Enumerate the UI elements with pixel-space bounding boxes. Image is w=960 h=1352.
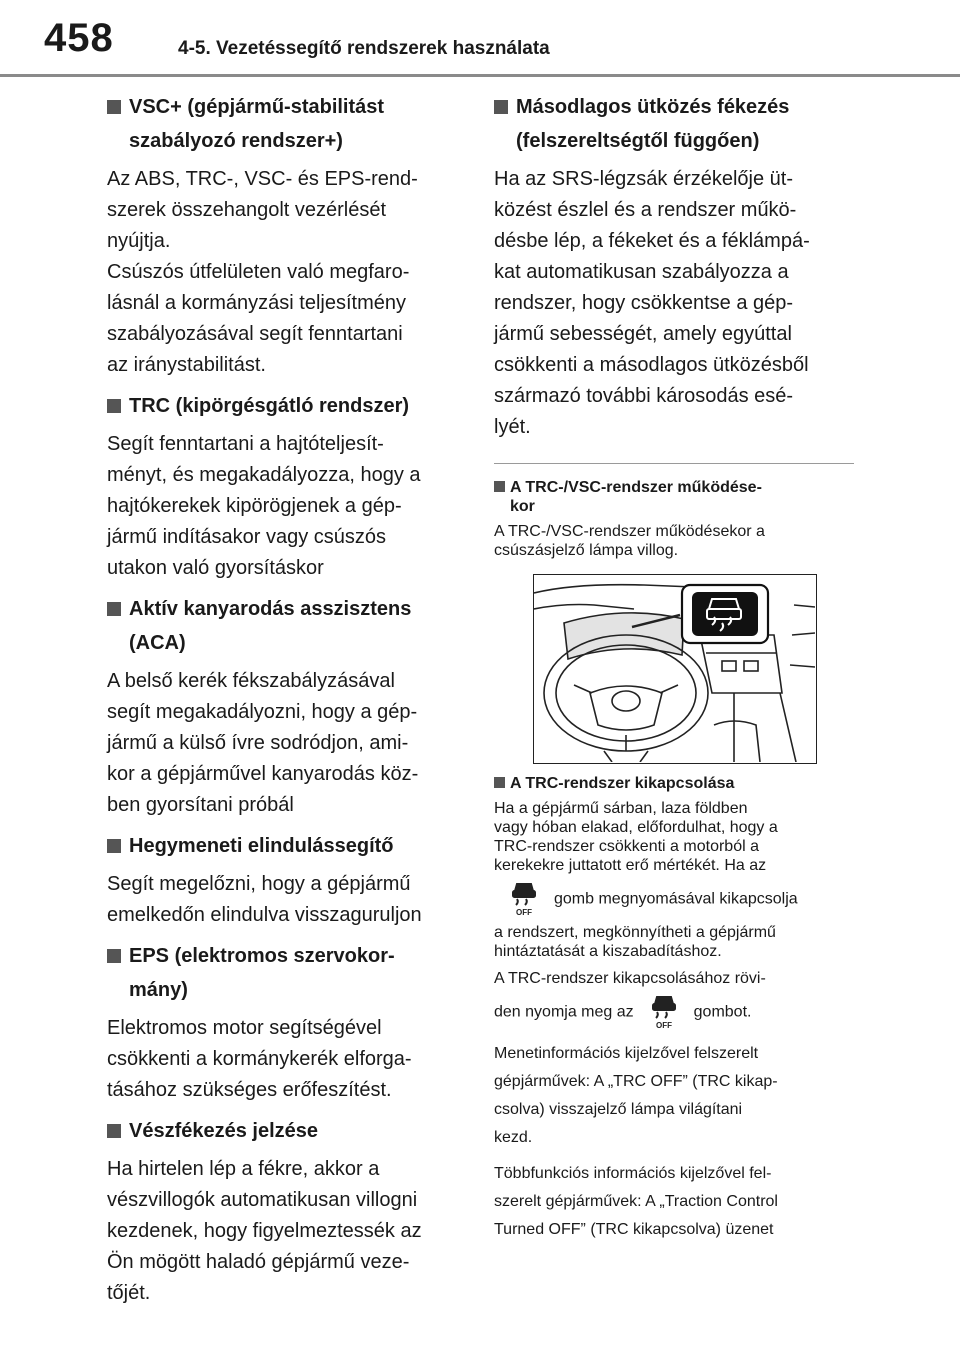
page-number: 458 [44, 16, 114, 60]
section-heading [107, 90, 457, 158]
square-bullet-icon [107, 602, 121, 616]
heading-text: TRC (kipörgésgátló rendszer) [129, 395, 410, 417]
trc-off-icon [646, 994, 682, 1030]
square-bullet-icon [107, 949, 121, 963]
icon-line-text: gomb megnyomásával kikapcsolja [554, 890, 798, 908]
section-secondary-collision [494, 90, 854, 443]
section-divider [494, 463, 854, 464]
subsection-body: Ha a gépjármű sárban, laza földben vagy hóban elakad, előfordulhat, hogy a TRC-rendszer csökkenti a motorból a kerekekre juttatott erő mértékét. Ha az [494, 800, 778, 874]
section-trc [107, 389, 457, 584]
subsection-body: Többfunkciós információs kijelzővel fel- szerelt gépjárművek: A „Traction Control Turned OFF” (TRC kikapcsolva) üzenet [494, 1165, 778, 1238]
heading-text: Másodlagos ütközés fékezés (felszereltségtől függően) [516, 96, 790, 152]
heading-text: A TRC-rendszer kikapcsolása [510, 775, 735, 792]
chapter-title: 4-5. Vezetéssegítő rendszerek használata [178, 38, 550, 59]
left-column [107, 86, 457, 1317]
heading-text: VSC+ (gépjármű-stabilitást szabályozó rendszer+) [129, 96, 385, 152]
svg-text:OFF: OFF [655, 1021, 672, 1030]
section-aca [107, 592, 457, 821]
section-body: Ha az SRS-légzsák érzékelője üt- közést észlel és a rendszer műkö- désbe lép, a fékeket és a féklámpá- kat automatikusan szabályozza a rendszer, hogy csökkentse a gép- jármű sebességét, amely egyúttal csökkenti a másodlagos ütközésből származó további károsodás esé- lyét. [494, 168, 810, 438]
icon-line-text: den nyomja meg az [494, 1003, 634, 1021]
section-vsc [107, 90, 457, 381]
square-bullet-icon [494, 100, 508, 114]
heading-text: EPS (elektromos szervokor- mány) [129, 945, 395, 1001]
square-bullet-icon [107, 100, 121, 114]
heading-text: Hegymeneti elindulássegítő [129, 835, 394, 857]
press-button-line [494, 994, 854, 1030]
icon-line-text: gombot. [693, 1003, 752, 1021]
section-heading [107, 939, 457, 1007]
subsection-heading [494, 774, 854, 793]
square-bullet-icon [107, 1124, 121, 1138]
section-heading [107, 1114, 457, 1148]
heading-text: Aktív kanyarodás asszisztens (ACA) [129, 598, 412, 654]
subsection-body: a rendszert, megkönnyítheti a gépjármű hintáztatását a kiszabadításhoz. [494, 924, 776, 960]
square-bullet-icon [494, 777, 505, 788]
section-heading [107, 592, 457, 660]
square-bullet-icon [107, 399, 121, 413]
square-bullet-icon [107, 839, 121, 853]
svg-text:OFF: OFF [516, 908, 532, 917]
subsection-body: A TRC-rendszer kikapcsolásához rövi- [494, 970, 766, 987]
section-body: A belső kerék fékszabályzásával segít megakadályozni, hogy a gép- jármű a külső ívre sodródjon, ami- kor a gépjárművel kanyarodás köz- ben gyorsítani próbál [107, 670, 419, 816]
section-eps [107, 939, 457, 1106]
section-hill-start [107, 829, 457, 931]
heading-text: Vészfékezés jelzése [129, 1120, 319, 1142]
section-heading [107, 389, 457, 423]
trc-off-line [494, 881, 854, 917]
trc-off-icon [506, 881, 542, 917]
section-heading [107, 829, 457, 863]
dashboard-illustration [533, 574, 817, 764]
section-body: Segít fenntartani a hajtóteljesít- ményt, és megakadályozza, hogy a hajtókerekek kipörögjenek a gép- jármű indításakor vagy csúszós utakon való gyorsításkor [107, 433, 421, 579]
section-body: Ha hirtelen lép a fékre, akkor a vészvillogók automatikusan villogni kezdenek, hogy figyelmeztessék az Ön mögött haladó gépjármű veze- tőjét. [107, 1158, 422, 1304]
subsection-body: Menetinformációs kijelzővel felszerelt gépjárművek: A „TRC OFF” (TRC kikap- csolva) visszajelző lámpa világítani kezd. [494, 1045, 778, 1146]
section-heading [494, 90, 854, 158]
subsection-body: A TRC-/VSC-rendszer működésekor a csúszásjelző lámpa villog. [494, 523, 765, 559]
section-body: Az ABS, TRC-, VSC- és EPS-rend- szerek összehangolt vezérlését nyújtja. Csúszós útfelületen való megfaro- lásnál a kormányzási teljesítmény szabályozásával segít fenntartani az iránystabilitást. [107, 168, 418, 376]
square-bullet-icon [494, 481, 505, 492]
section-emergency-brake [107, 1114, 457, 1309]
section-body: Segít megelőzni, hogy a gépjármű emelkedőn elindulva visszaguruljon [107, 873, 422, 926]
section-body: Elektromos motor segítségével csökkenti a kormánykerék elforga- tásához szükséges erőfeszítést. [107, 1017, 412, 1101]
heading-text: A TRC-/VSC-rendszer működése- kor [510, 479, 762, 515]
dashboard-illustration-svg [534, 575, 815, 762]
header-rule [0, 74, 960, 77]
subsection-heading [494, 478, 854, 516]
right-column [494, 86, 854, 1250]
